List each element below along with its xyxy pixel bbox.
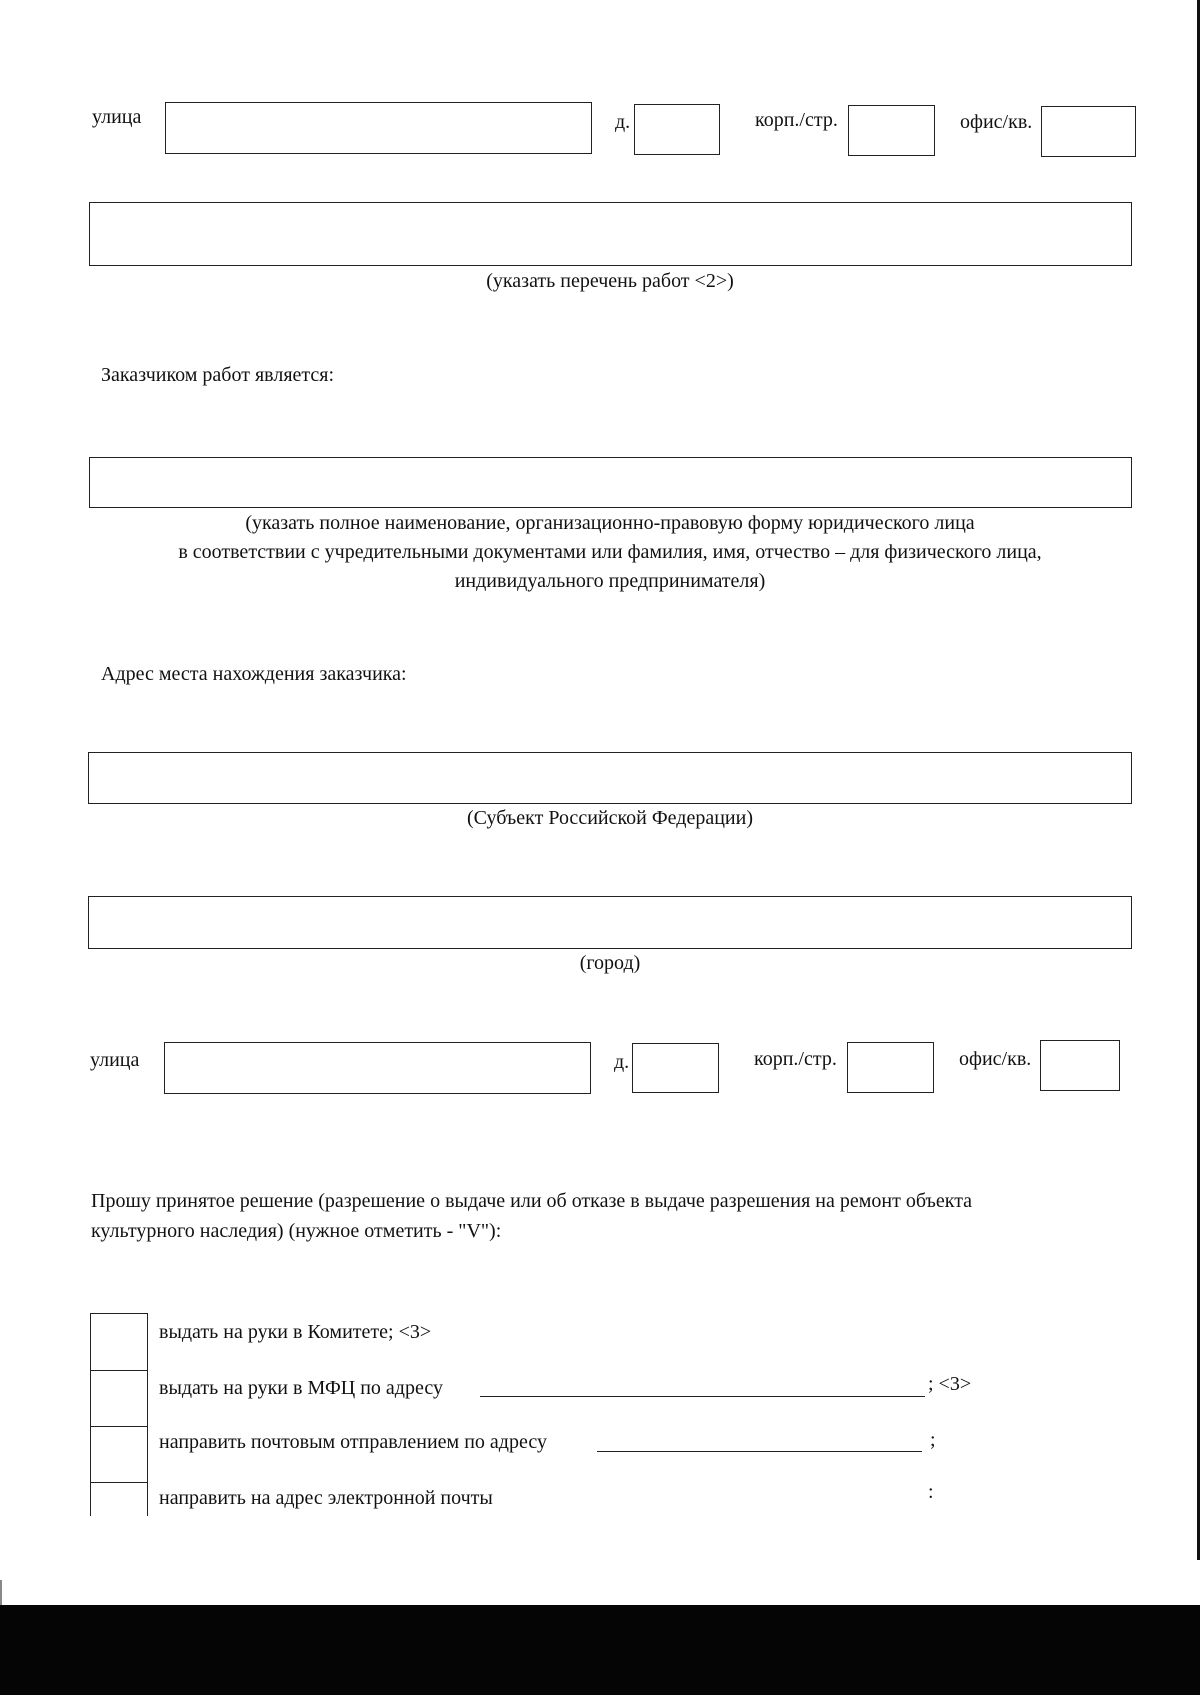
option-label-4: направить на адрес электронной почты: [159, 1487, 493, 1509]
option-checkbox-2[interactable]: [90, 1370, 148, 1427]
building-input-1[interactable]: [848, 105, 935, 156]
house-input-2[interactable]: [632, 1043, 719, 1093]
house-input-1[interactable]: [634, 104, 720, 155]
option-suffix-3: ;: [930, 1429, 936, 1451]
option-suffix-4: :: [928, 1481, 934, 1503]
option-label-3: направить почтовым отправлением по адресу: [159, 1431, 547, 1453]
option-3-fill-line[interactable]: [597, 1451, 922, 1452]
scan-black-band: [0, 1605, 1200, 1695]
office-input-2[interactable]: [1040, 1040, 1120, 1091]
building-label-2: корп./стр.: [754, 1048, 837, 1070]
region-caption: (Субъект Российской Федерации): [466, 807, 753, 829]
customer-caption-2: в соответствии с учредительными документами или фамилия, имя, отчество – для физического лица,: [178, 541, 1042, 563]
house-label-2: д.: [614, 1051, 630, 1073]
works-caption: (указать перечень работ <2>): [486, 270, 734, 292]
office-input-1[interactable]: [1041, 106, 1136, 157]
request-text-2: культурного наследия) (нужное отметить - "V"):: [91, 1220, 502, 1242]
city-input[interactable]: [88, 896, 1132, 949]
house-label-1: д.: [615, 111, 631, 133]
option-label-1: выдать на руки в Комитете; <3>: [159, 1321, 432, 1343]
street-input-1[interactable]: [165, 102, 592, 154]
building-label-1: корп./стр.: [755, 109, 838, 131]
option-checkbox-1[interactable]: [90, 1313, 148, 1371]
customer-input[interactable]: [89, 457, 1132, 508]
building-input-2[interactable]: [847, 1042, 934, 1093]
option-checkbox-3[interactable]: [90, 1426, 148, 1483]
office-label-2: офис/кв.: [959, 1048, 1032, 1070]
street-label-1: улица: [92, 106, 142, 128]
customer-caption-3: индивидуального предпринимателя): [454, 570, 766, 592]
customer-heading: Заказчиком работ является:: [101, 364, 335, 386]
works-input[interactable]: [89, 202, 1132, 266]
region-input[interactable]: [88, 752, 1132, 804]
street-input-2[interactable]: [164, 1042, 591, 1094]
option-checkbox-4[interactable]: [90, 1482, 148, 1516]
option-label-2: выдать на руки в МФЦ по адресу: [159, 1377, 443, 1399]
customer-address-heading: Адрес места нахождения заказчика:: [101, 663, 407, 685]
office-label-1: офис/кв.: [960, 111, 1033, 133]
option-suffix-2: ; <3>: [928, 1373, 972, 1395]
city-caption: (город): [579, 952, 641, 974]
customer-caption-1: (указать полное наименование, организационно-правовую форму юридического лица: [245, 512, 975, 534]
street-label-2: улица: [90, 1049, 140, 1071]
request-text-1: Прошу принятое решение (разрешение о выдаче или об отказе в выдаче разрешения на ремонт объекта: [91, 1190, 973, 1212]
option-2-fill-line[interactable]: [480, 1396, 925, 1397]
